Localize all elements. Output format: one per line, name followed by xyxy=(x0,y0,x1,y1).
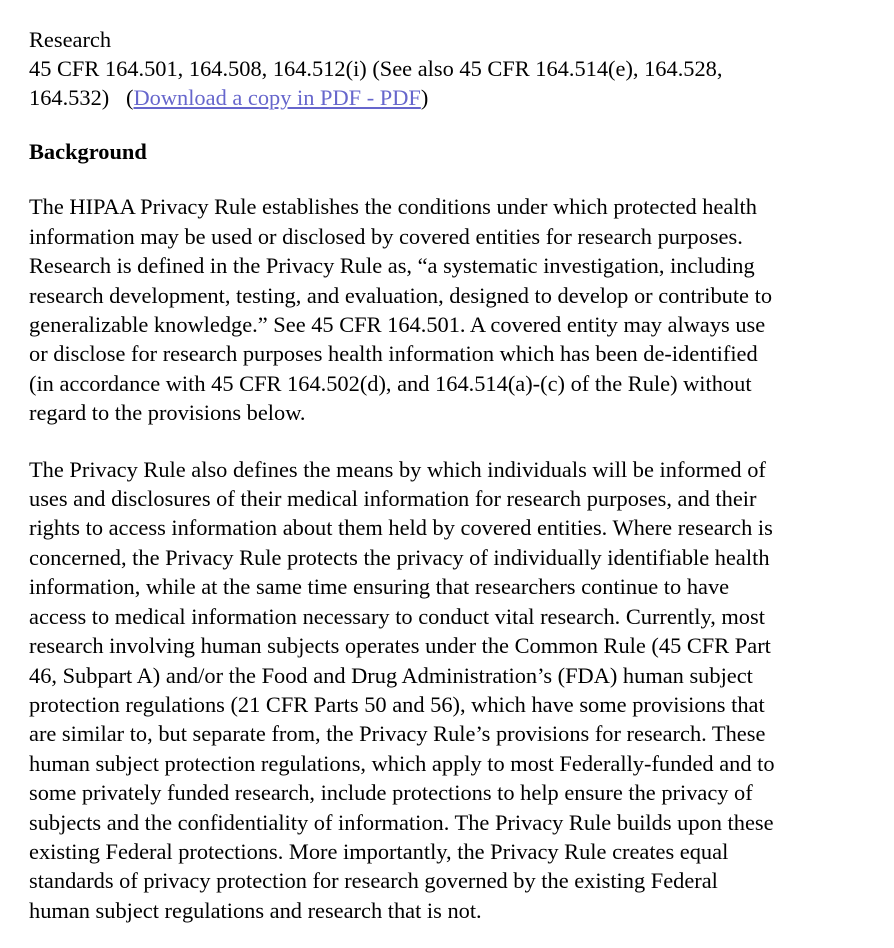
citation-line-2-suffix: ) xyxy=(420,85,429,110)
background-paragraph-1 xyxy=(29,192,889,427)
download-pdf-link[interactable]: Download a copy in PDF - PDF xyxy=(133,85,421,110)
paragraph-2-line: subjects and the confidentiality of information. The Privacy Rule builds upon these xyxy=(29,809,774,835)
paragraph-1-line: regard to the provisions below. xyxy=(29,400,306,426)
paragraph-2-line: existing Federal protections. More importantly, the Privacy Rule creates equal xyxy=(29,838,729,864)
paragraph-2-line: human subject protection regulations, which apply to most Federally-funded and to xyxy=(29,750,775,776)
paragraph-1-line: (in accordance with 45 CFR 164.502(d), and 164.514(a)-(c) of the Rule) without xyxy=(29,370,752,396)
paragraph-1-line: information may be used or disclosed by covered entities for research purposes. xyxy=(29,223,743,249)
paragraph-2-line: are similar to, but separate from, the Privacy Rule’s provisions for research. These xyxy=(29,721,766,747)
citation-line-2 xyxy=(29,83,889,112)
paragraph-2-line: uses and disclosures of their medical information for research purposes, and their xyxy=(29,486,757,512)
document-title: Research xyxy=(29,27,112,52)
paragraph-2-line: rights to access information about them held by covered entities. Where research is xyxy=(29,515,773,541)
background-heading: Background xyxy=(29,139,147,164)
paragraph-2-line: The Privacy Rule also defines the means by which individuals will be informed of xyxy=(29,456,766,482)
paragraph-1-line: The HIPAA Privacy Rule establishes the conditions under which protected health xyxy=(29,194,757,220)
paragraph-2-line: 46, Subpart A) and/or the Food and Drug Administration’s (FDA) human subject xyxy=(29,662,753,688)
paragraph-2-line: protection regulations (21 CFR Parts 50 and 56), which have some provisions that xyxy=(29,691,765,717)
citation-line-1: 45 CFR 164.501, 164.508, 164.512(i) (See also 45 CFR 164.514(e), 164.528, xyxy=(29,56,723,81)
paragraph-2-line: some privately funded research, include protections to help ensure the privacy of xyxy=(29,780,753,806)
paragraph-1-line: Research is defined in the Privacy Rule as, “a systematic investigation, including xyxy=(29,253,755,279)
paragraph-1-line: research development, testing, and evaluation, designed to develop or contribute to xyxy=(29,282,773,308)
citation-line-2-prefix: 164.532) ( xyxy=(29,85,134,110)
document-page xyxy=(29,25,889,925)
paragraph-2-line: concerned, the Privacy Rule protects the privacy of individually identifiable health xyxy=(29,544,770,570)
paragraph-2-line: access to medical information necessary to conduct vital research. Currently, most xyxy=(29,603,765,629)
paragraph-1-line: or disclose for research purposes health information which has been de-identified xyxy=(29,341,758,367)
paragraph-2-line: human subject regulations and research that is not. xyxy=(29,897,482,923)
background-paragraph-2 xyxy=(29,455,889,926)
paragraph-2-line: standards of privacy protection for research governed by the existing Federal xyxy=(29,868,718,894)
paragraph-1-line: generalizable knowledge.” See 45 CFR 164.501. A covered entity may always use xyxy=(29,312,766,338)
paragraph-2-line: information, while at the same time ensuring that researchers continue to have xyxy=(29,574,730,600)
paragraph-2-line: research involving human subjects operates under the Common Rule (45 CFR Part xyxy=(29,633,771,659)
